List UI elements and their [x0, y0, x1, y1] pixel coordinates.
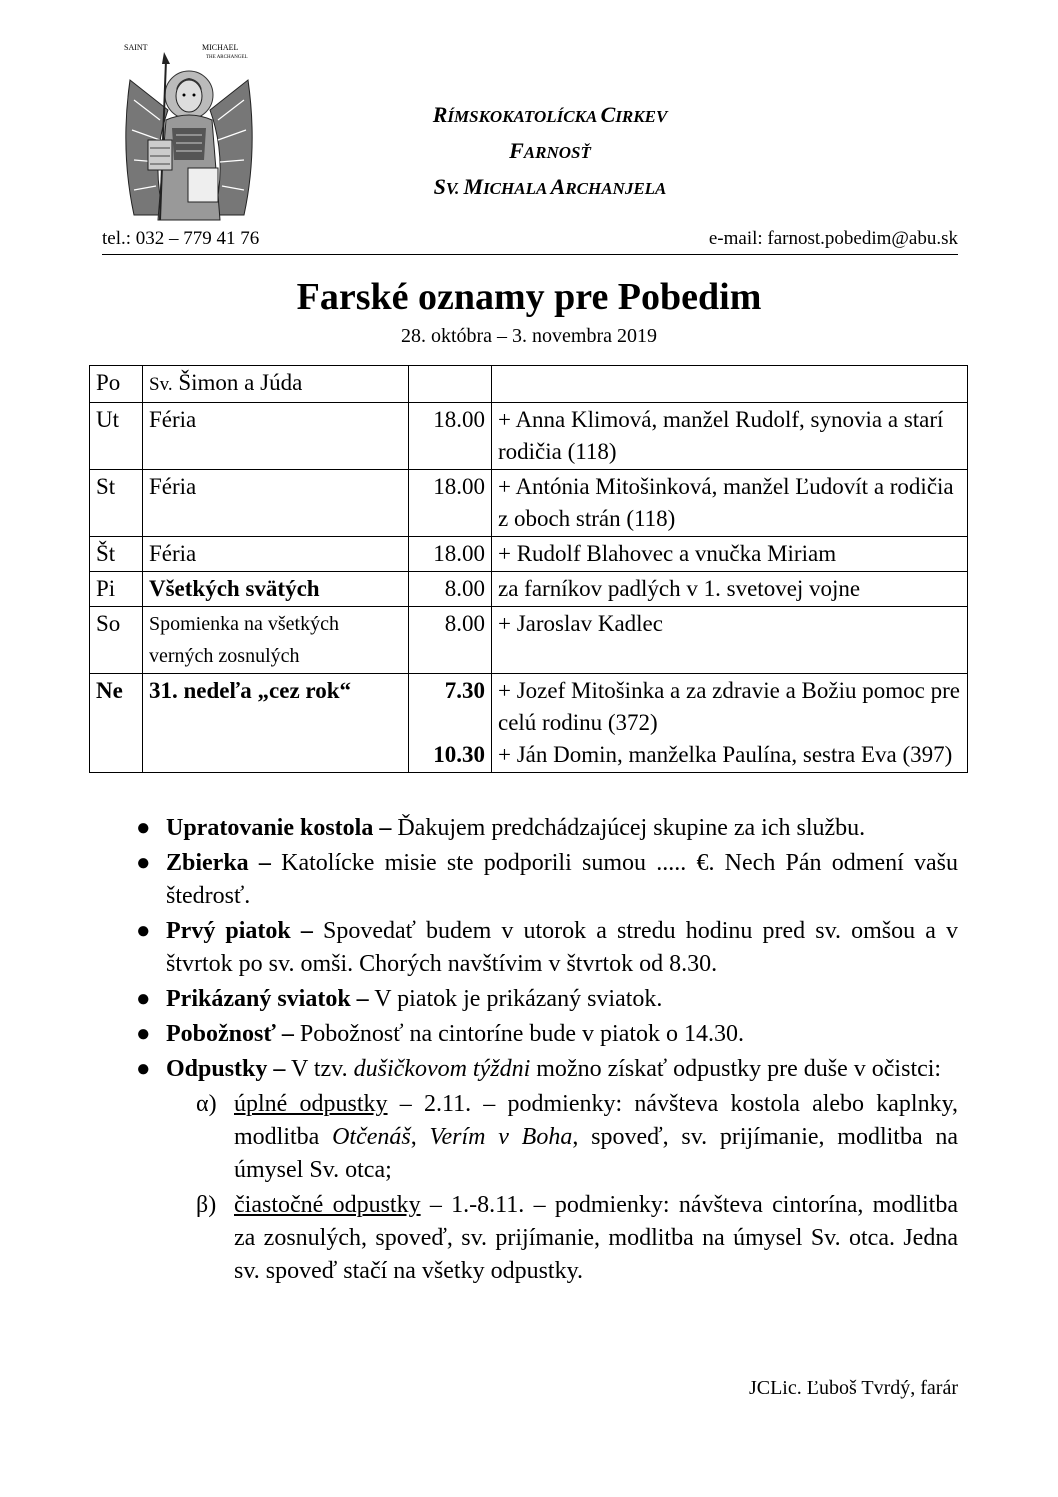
table-row	[90, 366, 968, 403]
intention-cell: + Jozef Mitošinka a za zdravie a Božiu pomoc pre celú rodinu (372) + Ján Domin, manželka Paulína, sestra Eva (397)	[492, 674, 968, 773]
signature: JCLic. Ľuboš Tvrdý, farár	[748, 1377, 958, 1399]
header-line-patron: SV. MICHALA ARCHANJELA	[433, 174, 667, 199]
bullet-icon: ●	[136, 1021, 151, 1047]
day-cell: Ne	[90, 674, 143, 773]
time-cell: 8.00	[409, 572, 492, 607]
contact-line	[102, 226, 958, 255]
feast-cell: Spomienka na všetkých verných zosnulých	[143, 607, 409, 674]
list-item: ● Zbierka – Katolícke misie ste podporili sumou ..... €. Nech Pán odmení vašu štedrosť.	[130, 847, 958, 913]
announcements-list	[130, 812, 958, 1290]
bullet-icon: ●	[136, 918, 151, 944]
day-cell: So	[90, 607, 143, 674]
logo-caption-left: SAINT	[124, 43, 148, 52]
feast-cell: Féria	[143, 403, 409, 470]
email-address: e-mail: farnost.pobedim@abu.sk	[708, 228, 958, 249]
table-row	[90, 607, 968, 674]
intention-cell: + Antónia Mitošinková, manžel Ľudovít a rodičia z oboch strán (118)	[492, 470, 968, 537]
table-row	[90, 674, 968, 773]
parish-header	[300, 98, 800, 206]
list-item: ● Prvý piatok – Spovedať budem v utorok a stredu hodinu pred sv. omšou a v štvrtok po sv. omši. Chorých navštívim v štvrtok od 8.30.	[130, 915, 958, 981]
intention-cell	[492, 366, 968, 403]
time-cell	[409, 366, 492, 403]
list-item: ● Odpustky – V tzv. dušičkovom týždni možno získať odpustky pre duše v očistci: α) úplné odpustky – 2.11. – podmienky: návšteva kostola alebo kaplnky, modlitba Otčenáš, Verím v Boha, spoveď, sv. prijímanie, modlitba na úmysel Sv. otca; β) čiastočné odpustky – 1.-8.11. – podmienky: návšteva cintorína, modlitba za zosnulých, spoveď, sv. prijímanie, modlitba na úmysel Sv. otca. Jedna sv. spoveď stačí na všetky odpustky.	[130, 1053, 958, 1288]
sub-item-full-indulgence: α) úplné odpustky – 2.11. – podmienky: návšteva kostola alebo kaplnky, modlitba Otčenáš, Verím v Boha, spoveď, sv. prijímanie, modlitba na úmysel Sv. otca;	[196, 1091, 959, 1183]
time-cell: 18.00	[409, 403, 492, 470]
feast-cell: 31. nedeľa „cez rok“	[143, 674, 409, 773]
time-cell: 7.30 10.30	[409, 674, 492, 773]
feast-cell: Féria	[143, 470, 409, 537]
day-cell: Št	[90, 537, 143, 572]
page-title: Farské oznamy pre Pobedim	[296, 276, 762, 318]
list-item: ● Upratovanie kostola – Ďakujem predchádzajúcej skupine za ich službu.	[130, 812, 958, 845]
intention-cell: + Rudolf Blahovec a vnučka Miriam	[492, 537, 968, 572]
table-row	[90, 403, 968, 470]
saint-michael-icon	[120, 40, 258, 222]
feast-cell: Féria	[143, 537, 409, 572]
list-item: ● Prikázaný sviatok – V piatok je prikázaný sviatok.	[130, 983, 958, 1016]
table-row	[90, 537, 968, 572]
sub-item-partial-indulgence: β) čiastočné odpustky – 1.-8.11. – podmienky: návšteva cintorína, modlitba za zosnulých, spoveď, sv. prijímanie, modlitba na úmysel Sv. otca. Jedna sv. spoveď stačí na všetky odpustky.	[196, 1192, 958, 1284]
time-cell: 18.00	[409, 537, 492, 572]
day-cell: Pi	[90, 572, 143, 607]
time-cell: 18.00	[409, 470, 492, 537]
intention-cell: za farníkov padlých v 1. svetovej vojne	[492, 572, 968, 607]
logo-caption-sub: THE ARCHANGEL	[206, 55, 248, 60]
feast-cell: Sv. Šimon a Júda	[143, 366, 409, 403]
bullet-icon: ●	[136, 986, 151, 1012]
bullet-icon: ●	[136, 815, 151, 841]
bullet-icon: ●	[136, 1056, 151, 1082]
day-cell: Po	[90, 366, 143, 403]
bullet-icon: ●	[136, 850, 151, 876]
day-cell: Ut	[90, 403, 143, 470]
intention-cell: + Anna Klimová, manžel Rudolf, synovia a starí rodičia (118)	[492, 403, 968, 470]
day-cell: St	[90, 470, 143, 537]
header-line-parish: FARNOSŤ	[509, 138, 591, 163]
time-cell: 8.00	[409, 607, 492, 674]
logo-caption-right: MICHAEL	[202, 43, 239, 52]
feast-cell: Všetkých svätých	[143, 572, 409, 607]
date-range: 28. októbra – 3. novembra 2019	[400, 325, 658, 347]
intention-cell: + Jaroslav Kadlec	[492, 607, 968, 674]
list-item: ● Pobožnosť – Pobožnosť na cintoríne bude v piatok o 14.30.	[130, 1018, 958, 1051]
header-line-church: RÍMSKOKATOLÍCKA CIRKEV	[432, 102, 668, 127]
mass-schedule-table	[89, 365, 968, 773]
table-row	[90, 572, 968, 607]
table-row	[90, 470, 968, 537]
phone-number: tel.: 032 – 779 41 76	[102, 228, 260, 249]
